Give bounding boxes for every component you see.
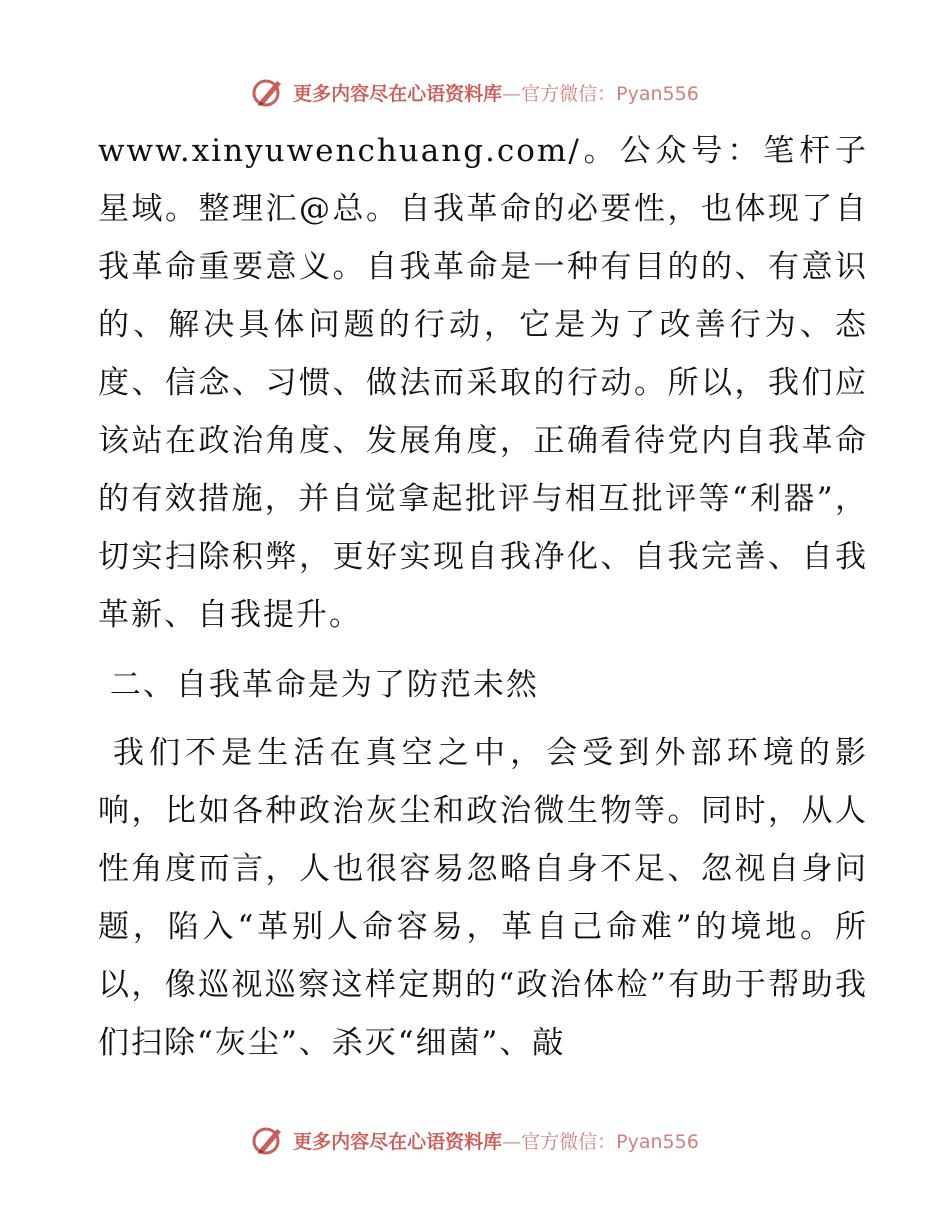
header-contact: 官方微信：Pyan556 [521,82,699,105]
paragraph-2: 我们不是生活在真空之中，会受到外部环境的影响，比如各种政治灰尘和政治微生物等。同时，从人性角度而言，人也很容易忽略自身不足、忽视自身问题，陷入“革别人命容易，革自己命难”的境地。所以，像巡视巡察这样定期的“政治体检”有助于帮助我们扫除“灰尘”、杀灭“细菌”、敲 [98,735,869,1061]
footer-banner [0,1120,950,1160]
header-brand: 更多内容尽在心语资料库 [293,82,503,105]
header-dash: — [502,82,522,105]
section-heading-2: 二、自我革命是为了防范未然 [98,667,539,703]
footer-contact: 官方微信：Pyan556 [521,1130,699,1153]
pen-logo-icon [251,75,285,109]
paragraph-1: www.xinyuwenchuang.com/。公众号：笔杆子星域。整理汇@总。自我革命的必要性，也体现了自我革命重要意义。自我革命是一种有目的的、有意识的、解决具体问题的行动，它是为了改善行为、态度、信念、习惯、做法而采取的行动。所以，我们应该站在政治角度、发展角度，正确看待党内自我革命的有效措施，并自觉拿起批评与相互批评等“利器”，切实扫除积弊，更好实现自我净化、自我完善、自我革新、自我提升。 [98,133,868,633]
footer-dash: — [502,1130,522,1153]
pen-logo-icon [251,1123,285,1157]
header-banner-text [293,79,699,106]
header-banner [0,72,950,112]
footer-brand: 更多内容尽在心语资料库 [293,1130,503,1153]
footer-banner-text [293,1127,699,1154]
document-body [98,122,868,1072]
